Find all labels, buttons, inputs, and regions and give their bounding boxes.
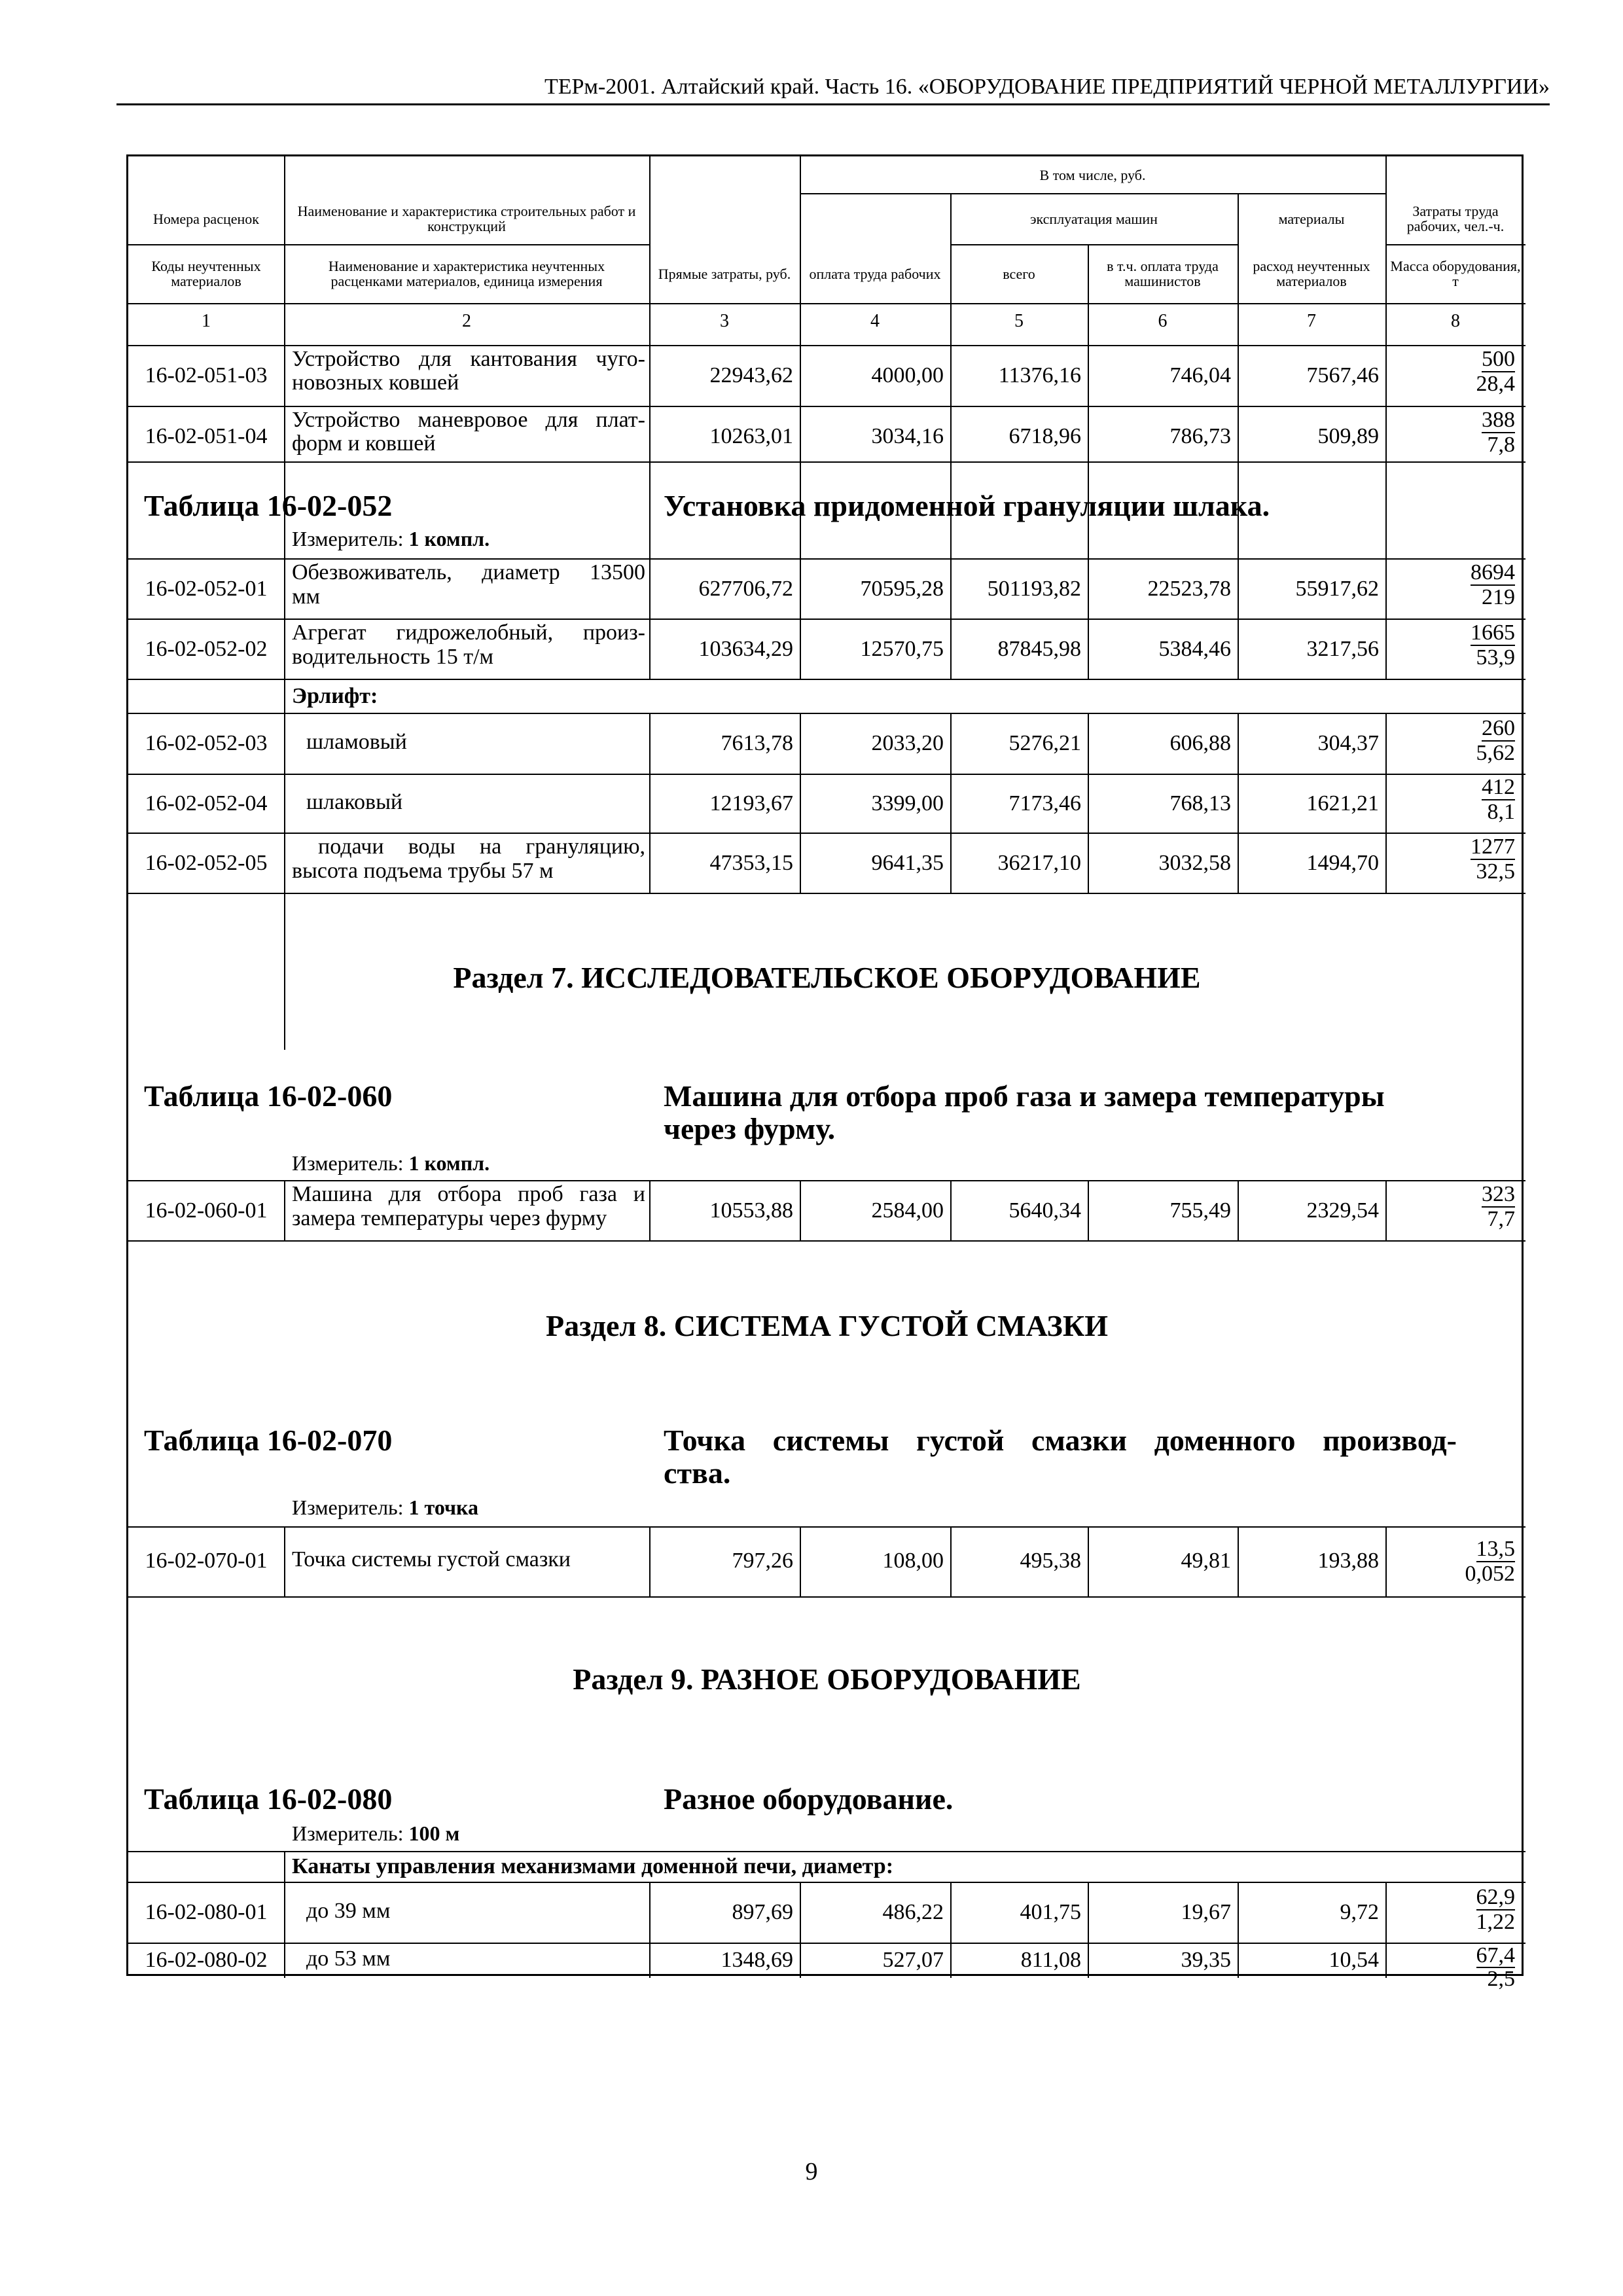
equipment-mass: 2,5 <box>1487 1967 1515 1991</box>
row-name-cont: высота подъема трубы 57 м <box>292 859 554 883</box>
row-name-cont: водительность 15 т/м <box>292 645 494 669</box>
labor-hours: 412 <box>1482 775 1515 799</box>
table-title-cont: ства. <box>664 1456 731 1490</box>
rate-code: 16-02-052-02 <box>145 637 268 661</box>
col-work-name: Наименование и характеристика строительных работ и конструкций <box>297 203 636 234</box>
labor-pay: 527,07 <box>882 1948 944 1972</box>
materials: 2329,54 <box>1306 1198 1379 1223</box>
measure-value: 1 компл. <box>408 527 490 550</box>
materials: 55917,62 <box>1295 577 1379 601</box>
labor-mass-fraction <box>1471 835 1515 884</box>
equipment-mass: 5,62 <box>1476 741 1515 765</box>
machine-ops: 11376,16 <box>998 363 1081 387</box>
running-header: ТЕРм-2001. Алтайский край. Часть 16. «ОБОРУДОВАНИЕ ПРЕДПРИЯТИЙ ЧЕРНОЙ МЕТАЛЛУРГИИ» <box>116 72 1550 105</box>
table-measure <box>292 527 490 551</box>
row-name: Агрегат гидрожелобный, произ- <box>292 620 645 645</box>
operators-pay: 606,88 <box>1169 731 1231 755</box>
rate-code: 16-02-080-01 <box>145 1900 268 1924</box>
materials: 193,88 <box>1317 1549 1379 1573</box>
rate-code: 16-02-060-01 <box>145 1198 268 1223</box>
labor-mass-fraction <box>1482 1183 1515 1231</box>
machine-ops: 401,75 <box>1020 1900 1081 1924</box>
col-number: 1 <box>202 311 211 331</box>
equipment-mass: 7,8 <box>1487 433 1515 457</box>
row-name: Машина для отбора проб газа и <box>292 1182 645 1206</box>
machine-ops: 501193,82 <box>987 577 1081 601</box>
rate-code: 16-02-080-02 <box>145 1948 268 1972</box>
table-measure <box>292 1496 478 1520</box>
measure-value: 100 м <box>408 1821 460 1845</box>
col-labor-pay: оплата труда рабочих <box>809 265 941 282</box>
direct-costs: 12193,67 <box>709 791 793 816</box>
equipment-mass: 53,9 <box>1476 645 1515 670</box>
direct-costs: 627706,72 <box>698 577 793 601</box>
section-heading: Раздел 7. ИССЛЕДОВАТЕЛЬСКОЕ ОБОРУДОВАНИЕ <box>453 961 1201 994</box>
labor-hours: 260 <box>1482 716 1515 740</box>
table-label: Таблица 16-02-080 <box>144 1782 393 1816</box>
row-name: подачи воды на грануляцию, <box>318 834 645 859</box>
operators-pay: 39,35 <box>1181 1948 1231 1972</box>
row-name: до 53 мм <box>306 1946 391 1971</box>
col-labor-costs: Затраты труда рабочих, чел.-ч. <box>1406 203 1505 234</box>
row-name: Устройство маневровое для плат- <box>292 408 645 432</box>
machine-ops: 495,38 <box>1020 1549 1081 1573</box>
measure-label: Измеритель: <box>292 1151 404 1175</box>
operators-pay: 19,67 <box>1181 1900 1231 1924</box>
machine-ops: 811,08 <box>1020 1948 1081 1972</box>
labor-pay: 12570,75 <box>860 637 944 661</box>
table-measure <box>292 1821 459 1846</box>
materials: 10,54 <box>1329 1948 1379 1972</box>
table-title: Установка придоменной грануляции шлака. <box>664 489 1270 522</box>
group-heading: Эрлифт: <box>292 684 378 708</box>
table-measure <box>292 1151 490 1175</box>
measure-label: Измеритель: <box>292 1821 404 1845</box>
operators-pay: 755,49 <box>1169 1198 1231 1223</box>
row-name-cont: форм и ковшей <box>292 431 436 456</box>
group-heading: Канаты управления механизмами доменной печи, диаметр: <box>292 1854 894 1878</box>
equipment-mass: 219 <box>1482 585 1515 609</box>
machine-ops: 6718,96 <box>1008 424 1081 448</box>
rate-code: 16-02-052-05 <box>145 851 268 875</box>
labor-hours: 323 <box>1482 1182 1515 1206</box>
machine-ops: 36217,10 <box>997 851 1081 875</box>
materials: 7567,46 <box>1306 363 1379 387</box>
labor-pay: 70595,28 <box>860 577 944 601</box>
labor-hours: 13,5 <box>1476 1537 1515 1561</box>
labor-pay: 108,00 <box>882 1549 944 1573</box>
table-title: Разное оборудование. <box>664 1782 954 1816</box>
row-name: Устройство для кантования чуго- <box>292 347 645 371</box>
labor-mass-fraction <box>1471 561 1515 609</box>
rate-code: 16-02-070-01 <box>145 1549 268 1573</box>
price-table <box>126 154 1524 1991</box>
labor-mass-fraction <box>1471 621 1515 670</box>
machine-ops: 5276,21 <box>1008 731 1081 755</box>
equipment-mass: 0,052 <box>1465 1562 1515 1586</box>
equipment-mass: 1,22 <box>1476 1910 1515 1934</box>
table-title-cont: через фурму. <box>664 1112 836 1145</box>
direct-costs: 7613,78 <box>721 731 793 755</box>
col-unaccounted-materials: расход неучтенных материалов <box>1253 258 1370 289</box>
measure-label: Измеритель: <box>292 527 404 550</box>
operators-pay: 786,73 <box>1169 424 1231 448</box>
labor-mass-fraction <box>1482 776 1515 824</box>
operators-pay: 746,04 <box>1169 363 1231 387</box>
page-number: 9 <box>805 2158 818 2185</box>
materials: 1494,70 <box>1306 851 1379 875</box>
row-name: шламовый <box>306 730 407 754</box>
labor-pay: 4000,00 <box>871 363 944 387</box>
col-number: 6 <box>1158 311 1168 331</box>
section-heading: Раздел 9. РАЗНОЕ ОБОРУДОВАНИЕ <box>573 1662 1081 1696</box>
table-title: Машина для отбора проб газа и замера температуры <box>664 1079 1385 1113</box>
materials: 9,72 <box>1340 1900 1379 1924</box>
labor-pay: 2033,20 <box>871 731 944 755</box>
operators-pay: 5384,46 <box>1158 637 1231 661</box>
direct-costs: 103634,29 <box>698 637 793 661</box>
col-number: 7 <box>1307 311 1316 331</box>
col-operators-pay: в т.ч. оплата труда машинистов <box>1107 258 1219 289</box>
measure-value: 1 точка <box>408 1496 478 1519</box>
table-label: Таблица 16-02-060 <box>144 1079 393 1113</box>
row-name-cont: замера температуры через фурму <box>292 1206 607 1230</box>
col-including: В том числе, руб. <box>1039 166 1146 183</box>
equipment-mass: 28,4 <box>1476 372 1515 396</box>
machine-ops: 7173,46 <box>1008 791 1081 816</box>
materials: 3217,56 <box>1306 637 1379 661</box>
operators-pay: 49,81 <box>1181 1549 1231 1573</box>
direct-costs: 22943,62 <box>709 363 793 387</box>
col-number: 5 <box>1014 311 1024 331</box>
labor-mass-fraction <box>1476 348 1516 396</box>
labor-hours: 1277 <box>1471 834 1515 859</box>
direct-costs: 897,69 <box>732 1900 793 1924</box>
row-name: Точка системы густой смазки <box>292 1547 571 1571</box>
table-title: Точка системы густой смазки доменного производ- <box>664 1424 1457 1457</box>
direct-costs: 10553,88 <box>709 1198 793 1223</box>
row-name: до 39 мм <box>306 1899 391 1923</box>
col-equipment-mass: Масса оборудования, т <box>1390 258 1521 289</box>
col-material-codes: Коды неучтенных материалов <box>151 258 261 289</box>
equipment-mass: 7,7 <box>1487 1207 1515 1231</box>
col-material-name: Наименование и характеристика неучтенных расценками материалов, единица измерения <box>328 258 605 289</box>
direct-costs: 1348,69 <box>721 1948 793 1972</box>
table-label: Таблица 16-02-052 <box>144 489 393 522</box>
direct-costs: 47353,15 <box>709 851 793 875</box>
row-name-cont: новозных ковшей <box>292 370 459 395</box>
row-name-cont: мм <box>292 584 321 609</box>
labor-mass-fraction <box>1476 1945 1516 1990</box>
col-direct-costs: Прямые затраты, руб. <box>658 265 791 282</box>
labor-pay: 3399,00 <box>871 791 944 816</box>
labor-hours: 1665 <box>1471 620 1515 645</box>
labor-pay: 2584,00 <box>871 1198 944 1223</box>
labor-pay: 9641,35 <box>871 851 944 875</box>
col-materials: материалы <box>1278 210 1345 227</box>
section-heading: Раздел 8. СИСТЕМА ГУСТОЙ СМАЗКИ <box>546 1309 1108 1342</box>
labor-hours: 388 <box>1482 408 1515 432</box>
labor-pay: 3034,16 <box>871 424 944 448</box>
col-number: 2 <box>462 311 471 331</box>
labor-mass-fraction <box>1465 1537 1516 1586</box>
rate-code: 16-02-052-01 <box>145 577 268 601</box>
row-name: Обезвоживатель, диаметр 13500 <box>292 560 645 584</box>
labor-mass-fraction <box>1476 717 1516 765</box>
operators-pay: 3032,58 <box>1158 851 1231 875</box>
direct-costs: 797,26 <box>732 1549 793 1573</box>
labor-mass-fraction <box>1476 1886 1516 1934</box>
rate-code: 16-02-052-03 <box>145 731 268 755</box>
equipment-mass: 8,1 <box>1487 800 1515 824</box>
labor-hours: 500 <box>1482 347 1515 371</box>
measure-value: 1 компл. <box>408 1151 490 1175</box>
col-number: 3 <box>720 311 729 331</box>
col-total: всего <box>1003 265 1035 282</box>
rate-code: 16-02-052-04 <box>145 791 268 816</box>
materials: 509,89 <box>1317 424 1379 448</box>
operators-pay: 22523,78 <box>1147 577 1231 601</box>
col-machine-ops: эксплуатация машин <box>1030 210 1158 227</box>
labor-mass-fraction <box>1482 408 1515 457</box>
col-number: 4 <box>870 311 880 331</box>
rate-code: 16-02-051-04 <box>145 424 268 448</box>
operators-pay: 768,13 <box>1169 791 1231 816</box>
labor-hours: 67,4 <box>1476 1943 1515 1967</box>
materials: 304,37 <box>1317 731 1379 755</box>
labor-hours: 62,9 <box>1476 1885 1515 1909</box>
measure-label: Измеритель: <box>292 1496 404 1519</box>
row-name: шлаковый <box>306 790 403 814</box>
labor-pay: 486,22 <box>882 1900 944 1924</box>
col-rate-numbers: Номера расценок <box>153 210 259 227</box>
materials: 1621,21 <box>1306 791 1379 816</box>
labor-hours: 8694 <box>1471 560 1515 584</box>
machine-ops: 5640,34 <box>1008 1198 1081 1223</box>
direct-costs: 10263,01 <box>709 424 793 448</box>
equipment-mass: 32,5 <box>1476 859 1515 884</box>
col-number: 8 <box>1451 311 1460 331</box>
rate-code: 16-02-051-03 <box>145 363 268 387</box>
table-label: Таблица 16-02-070 <box>144 1424 393 1457</box>
machine-ops: 87845,98 <box>997 637 1081 661</box>
